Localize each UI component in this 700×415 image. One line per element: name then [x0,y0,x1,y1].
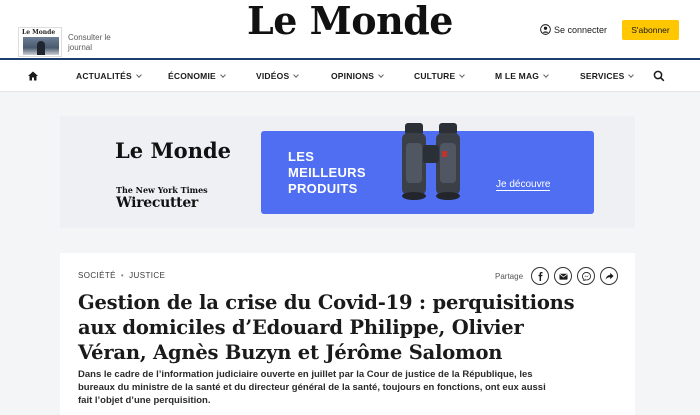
ad-title [288,149,366,197]
ad-title-line: PRODUITS [288,181,358,196]
ad-wirecutter-logo: Wirecutter [116,195,198,211]
login-label: Se connecter [554,24,608,35]
share-label: Partage [495,271,524,281]
main-nav [0,60,700,92]
share-more-button[interactable] [600,267,618,285]
subscribe-button[interactable]: S'abonner [622,20,679,40]
nav-item-videos[interactable] [256,60,298,92]
messenger-icon [582,272,591,281]
consult-newspaper-link[interactable]: Consulter le journal [68,33,111,52]
nav-item-m-le-mag[interactable] [495,60,548,92]
share-facebook-button[interactable] [531,267,549,285]
nav-item-actualites[interactable] [76,60,141,92]
ad-le-monde-logo: Le Monde [115,138,232,163]
chevron-down-icon [220,72,226,78]
ad-card[interactable] [261,131,594,214]
ad-cta-link[interactable] [496,179,550,191]
nav-item-culture[interactable] [414,60,464,92]
article-headline: Gestion de la crise du Covid-19 : perquisitions aux domiciles d’Edouard Philippe, Olivier Véran, Agnès Buzyn et Jérôme Salomon [78,291,575,364]
nav-label: ÉCONOMIE [168,71,216,81]
binoculars-image [396,123,466,203]
nav-label: VIDÉOS [256,71,290,81]
chevron-down-icon [136,72,142,78]
nav-label: CULTURE [414,71,456,81]
nav-item-opinions[interactable] [331,60,383,92]
ad-cta-label: Je découvre [496,179,551,190]
nav-label: OPINIONS [331,71,375,81]
share-bar [495,267,618,285]
login-link[interactable] [540,24,607,35]
ad-title-line: LES [288,149,315,164]
article-lead: Dans le cadre de l’information judiciaire ouverte en juillet par la Cour de justice de la République, les bureaux du ministre de la santé et du directeur général de la santé, toujours en fonctions, ont eux aussi fait l’objet d’une perquisition. [78,369,546,406]
subsection-link[interactable]: JUSTICE [129,271,166,280]
le-monde-logo[interactable]: Le Monde [247,0,453,43]
ad-nyt-logo: The New York Times [116,185,208,195]
envelope-icon [559,272,568,281]
share-email-button[interactable] [554,267,572,285]
thumbnail-masthead: Le Monde [22,29,56,36]
chevron-down-icon [460,72,466,78]
breadcrumb [78,271,165,280]
chevron-down-icon [378,72,384,78]
article-card [60,253,635,415]
chevron-down-icon [543,72,549,78]
facebook-icon [536,272,545,281]
nav-label: M LE MAG [495,71,540,81]
breadcrumb-separator: • [120,271,125,280]
share-messenger-button[interactable] [577,267,595,285]
nav-label: SERVICES [580,71,625,81]
ad-title-line: MEILLEURS [288,165,366,180]
search-icon[interactable] [653,70,665,82]
nav-item-economie[interactable] [168,60,225,92]
user-icon [540,24,551,35]
share-arrow-icon [605,272,614,281]
ad-banner[interactable] [60,116,635,228]
section-link[interactable]: SOCIÉTÉ [78,271,116,280]
top-header [0,0,700,58]
nav-item-services[interactable] [580,60,633,92]
nav-label: ACTUALITÉS [76,71,132,81]
chevron-down-icon [629,72,635,78]
home-icon[interactable] [27,70,39,82]
chevron-down-icon [293,72,299,78]
